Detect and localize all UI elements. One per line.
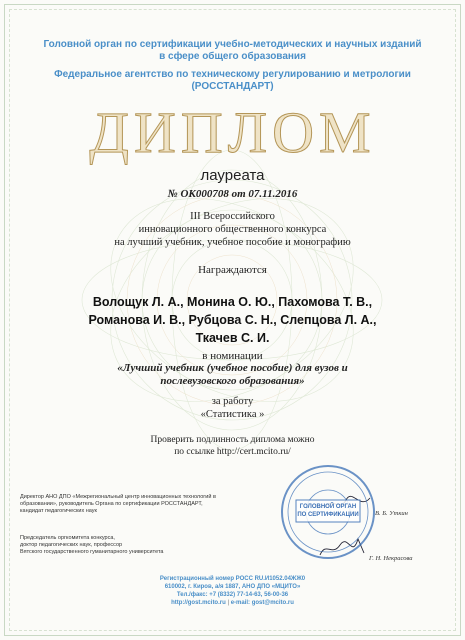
chair-line-2: доктор педагогических наук, профессор (20, 542, 123, 548)
diploma-number: № ОК000708 от 07.11.2016 (167, 188, 298, 200)
stamp-text-2: ПО СЕРТИФИКАЦИИ (297, 512, 359, 518)
diploma-subtitle: лауреата (200, 167, 265, 184)
nomination-line-1: «Лучший учебник (учебное пособие) для вузов и (117, 362, 348, 374)
director-line-1: Директор АНО ДПО «Межрегиональный центр инновационных технологий в (20, 494, 216, 500)
footer-line-3: Тел./факс: +7 (8332) 77-14-63, 56-00-36 (176, 592, 289, 598)
work-title: «Статистика » (200, 409, 265, 420)
nomination-label: в номинации (202, 350, 263, 362)
header-organ (20, 39, 445, 63)
header-line-2: в сфере общего образования (159, 51, 306, 62)
director-line-3: кандидат педагогических наук (20, 508, 97, 514)
stamp-text (296, 503, 360, 519)
contest-name (20, 210, 445, 249)
official-stamp (278, 462, 378, 562)
footer-line-2: 610002, г. Киров, а/я 1887, АНО ДПО «МЦИТО» (164, 584, 301, 590)
footer-contacts (20, 575, 445, 607)
contest-line-2: инновационного общественного конкурса (138, 224, 327, 235)
verify-link[interactable]: по ссылке http://cert.mcito.ru/ (174, 447, 291, 457)
director-signature-name: В. Б. Уткин (375, 510, 408, 517)
contest-line-1: III Всероссийского (190, 211, 275, 222)
footer-site-link[interactable]: http://gost.mcito.ru (171, 600, 226, 606)
director-position (20, 494, 320, 515)
nomination-title (20, 362, 445, 388)
work-info (20, 395, 445, 421)
header-line-4: (РОССТАНДАРТ) (191, 81, 274, 92)
chair-signature-name: Г. Н. Некрасова (369, 555, 413, 562)
contest-line-3: на лучший учебник, учебное пособие и монографию (114, 237, 351, 248)
stamp-text-1: ГОЛОВНОЙ ОРГАН (299, 504, 357, 510)
awardee-names (20, 293, 445, 347)
chair-position (20, 535, 240, 556)
awarded-label: Награждаются (198, 264, 267, 276)
header-line-1: Головной орган по сертификации учебно-методических и научных изданий (43, 39, 422, 50)
verify-line-1: Проверить подлинность диплома можно (150, 435, 315, 445)
director-line-2: образовании», руководитель Органа по сертификации РОССТАНДАРТ, (20, 501, 203, 507)
diploma-title: ДИПЛОМ (89, 100, 376, 165)
nomination-line-2: послевузовского образования» (160, 375, 305, 387)
names-line-2: Романова И. В., Рубцова С. Н., Слепцова Л. А., (88, 313, 377, 327)
footer-line-4 (20, 599, 445, 607)
footer-line-1: Регистрационный номер РОСС RU.И1052.04ЖЖ0 (159, 576, 306, 582)
names-line-3: Ткачев С. И. (195, 331, 270, 345)
work-label: за работу (211, 396, 254, 407)
names-line-1: Волощук Л. А., Монина О. Ю., Пахомова Т. В., (92, 295, 373, 309)
header-line-3: Федеральное агентство по техническому регулированию и метрологии (54, 69, 411, 80)
chair-line-3: Вятского государственного гуманитарного университета (20, 549, 164, 555)
verify-info (20, 434, 445, 458)
header-agency (20, 69, 445, 93)
footer-separator: | (227, 600, 230, 606)
chair-line-1: Председатель оргкомитета конкурса, (20, 535, 115, 541)
footer-email-link[interactable]: e-mail: gost@mcito.ru (230, 600, 294, 606)
